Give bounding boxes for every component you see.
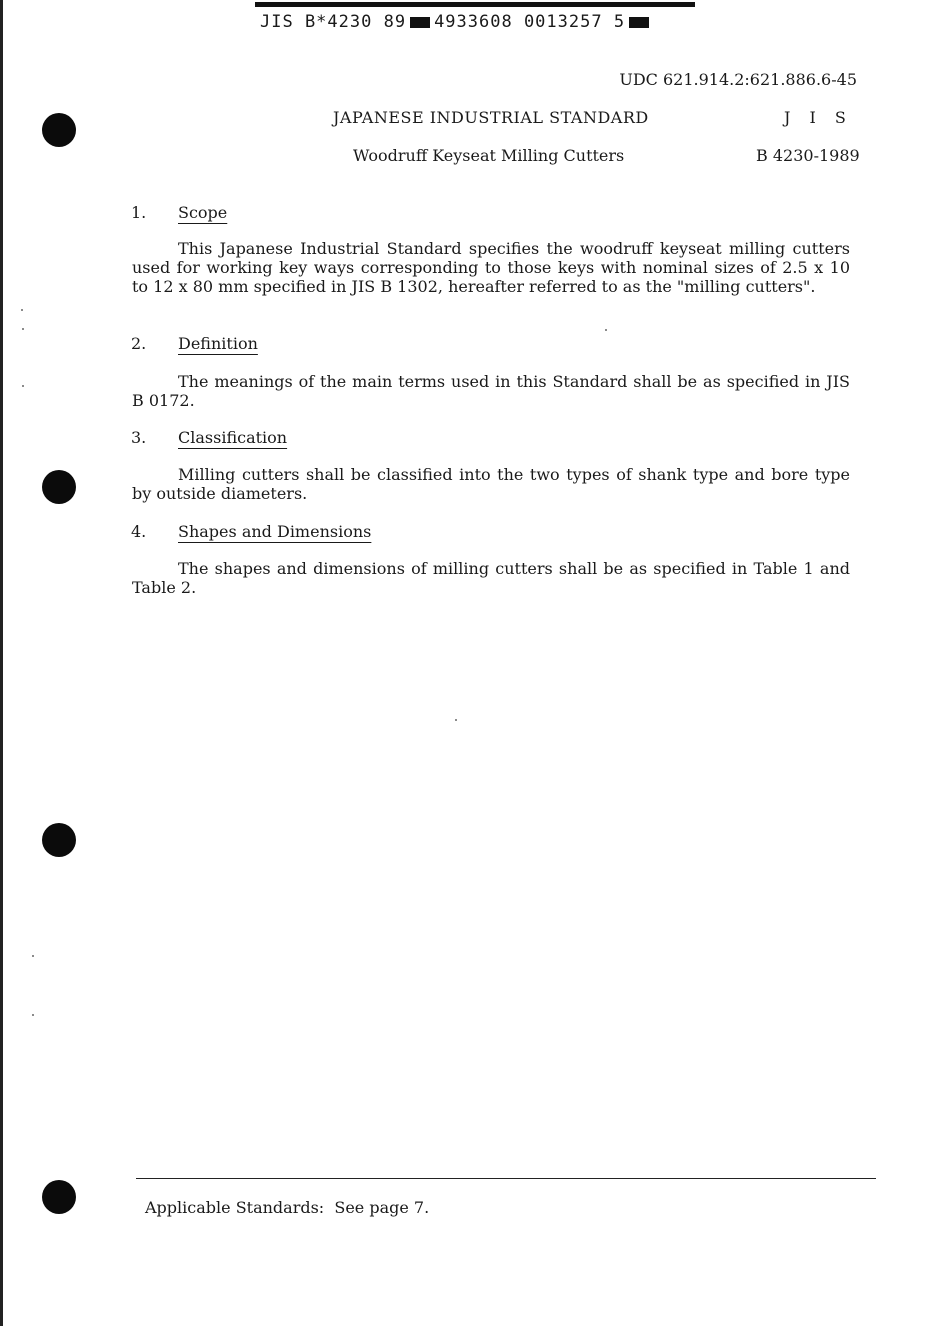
footnote-rule: [136, 1178, 876, 1179]
scan-speck: [32, 955, 34, 957]
udc-number: UDC 621.914.2:621.886.6-45: [619, 70, 857, 89]
section-heading-definition: Definition: [178, 334, 258, 353]
punch-hole: [42, 470, 76, 504]
section-number: 4.: [131, 522, 147, 541]
section-heading-scope: Scope: [178, 203, 228, 222]
left-margin-rule: [0, 0, 3, 1326]
section-body-classification: Milling cutters shall be classified into the two types of shank type and bore type by outside diameters.: [132, 465, 850, 503]
scan-speck: [32, 1014, 34, 1016]
header-code-text-2: 4933608 0013257 5: [434, 12, 626, 32]
section-number: 1.: [131, 203, 147, 222]
scan-speck: [21, 309, 23, 311]
top-rule: [255, 2, 695, 7]
punch-hole: [42, 823, 76, 857]
applicable-standards-note: Applicable Standards: See page 7.: [145, 1198, 430, 1217]
header-code: [260, 12, 653, 32]
document-title: Woodruff Keyseat Milling Cutters: [353, 146, 625, 165]
jis-mark: J I S: [784, 108, 853, 127]
section-number: 2.: [131, 334, 147, 353]
scan-speck: [455, 719, 457, 721]
scan-speck: [605, 329, 607, 331]
standard-title: JAPANESE INDUSTRIAL STANDARD: [333, 108, 649, 127]
punch-hole: [42, 1180, 76, 1214]
section-body-definition: The meanings of the main terms used in this Standard shall be as specified in JIS B 0172.: [132, 372, 850, 410]
section-number: 3.: [131, 428, 147, 447]
section-heading-classification: Classification: [178, 428, 288, 447]
header-block-mark: [629, 17, 649, 28]
header-block-mark: [410, 17, 430, 28]
scan-speck: [22, 328, 24, 330]
document-number: B 4230-1989: [756, 146, 860, 165]
section-body-shapes-and-dimensions: The shapes and dimensions of milling cutters shall be as specified in Table 1 and Table 2.: [132, 559, 850, 597]
scan-speck: [22, 385, 24, 387]
punch-hole: [42, 113, 76, 147]
section-heading-shapes-and-dimensions: Shapes and Dimensions: [178, 522, 372, 541]
section-body-scope: This Japanese Industrial Standard specifies the woodruff keyseat milling cutters used for working key ways corresponding to those keys with nominal sizes of 2.5 x 10 to 12 x 80 mm specified in JIS B 1302, hereafter referred to as the "milling cutters".: [132, 239, 850, 296]
header-code-text: JIS B*4230 89: [260, 12, 407, 32]
